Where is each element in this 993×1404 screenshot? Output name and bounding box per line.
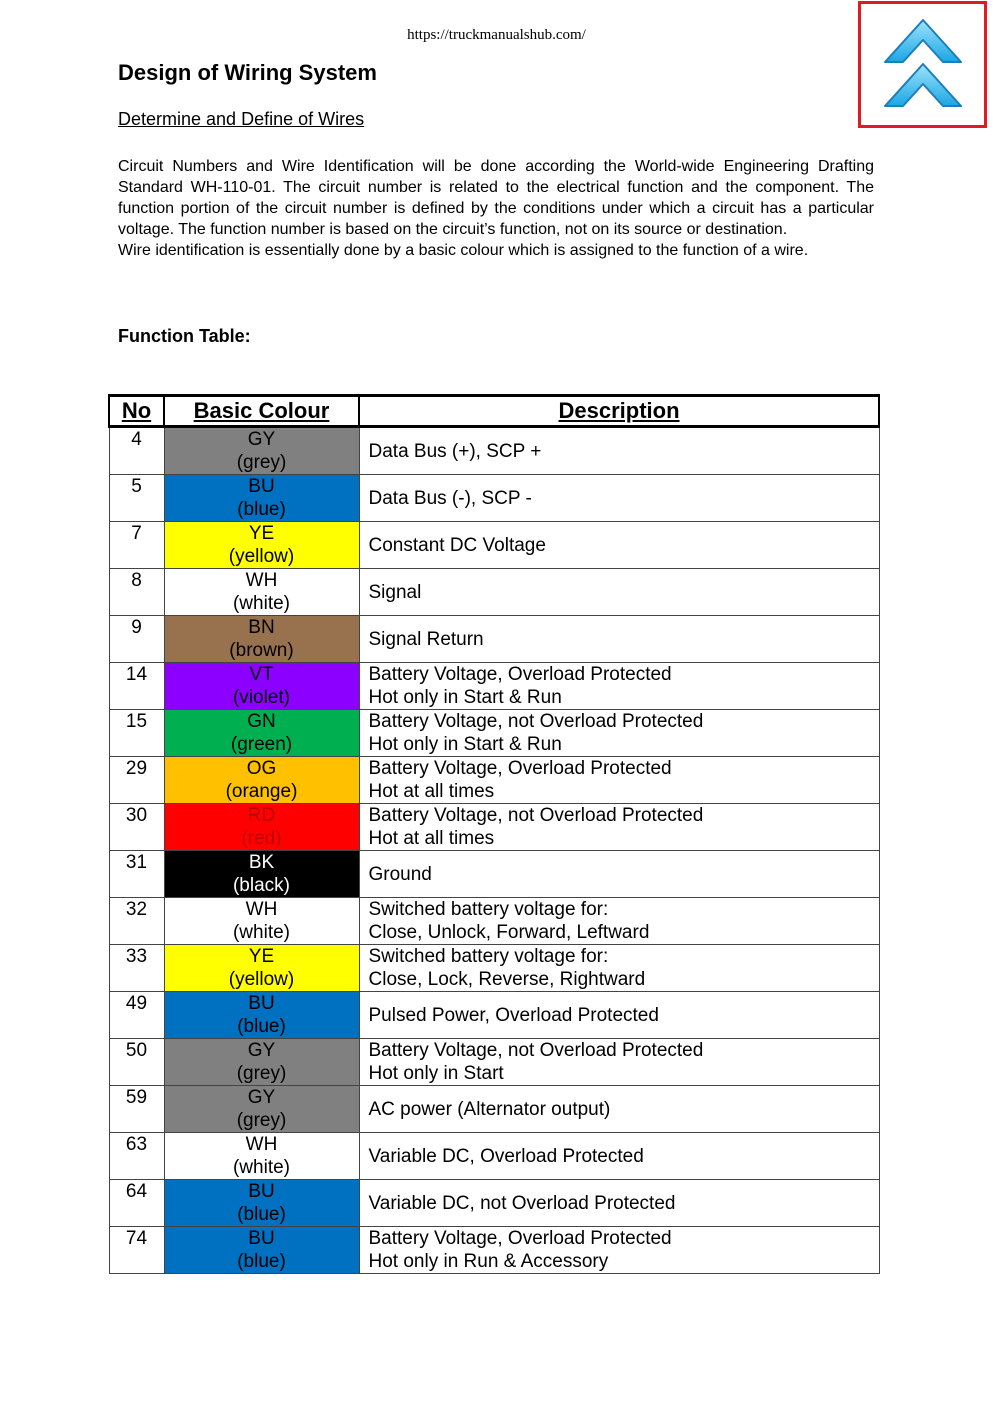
colour-name: (grey) <box>236 1110 287 1131</box>
basic-colour-cell <box>164 1133 359 1180</box>
colour-code: GY <box>247 1087 276 1108</box>
colour-name: (red) <box>241 828 282 849</box>
description-line: Variable DC, Overload Protected <box>368 1145 644 1167</box>
circuit-number: 74 <box>109 1227 164 1274</box>
table-row <box>109 663 879 710</box>
intro-text <box>118 156 874 261</box>
colour-name: (brown) <box>229 640 294 661</box>
colour-name: (white) <box>232 593 290 614</box>
description-line: Pulsed Power, Overload Protected <box>368 1004 659 1026</box>
colour-name: (blue) <box>237 499 286 520</box>
colour-code: YE <box>248 523 275 544</box>
description-line: Hot only in Start & Run <box>368 734 562 755</box>
paragraph: Wire identification is essentially done by a basic colour which is assigned to the function of a wire. <box>118 242 809 259</box>
description-line: Battery Voltage, Overload Protected <box>368 758 672 779</box>
function-table <box>108 394 880 1274</box>
section-subtitle: Determine and Define of Wires <box>118 109 365 129</box>
table-row <box>109 1180 879 1227</box>
colour-code: GY <box>247 1040 276 1061</box>
description-cell <box>359 1227 879 1274</box>
circuit-number: 7 <box>109 522 164 569</box>
circuit-number: 14 <box>109 663 164 710</box>
table-row <box>109 1133 879 1180</box>
circuit-number: 59 <box>109 1086 164 1133</box>
description-line: Switched battery voltage for: <box>368 899 609 920</box>
description-line: Battery Voltage, Overload Protected <box>368 1228 672 1249</box>
colour-code: OG <box>246 758 277 779</box>
colour-code: BU <box>248 993 275 1014</box>
circuit-number: 50 <box>109 1039 164 1086</box>
description-line: Constant DC Voltage <box>368 534 546 556</box>
colour-code: YE <box>248 946 275 967</box>
basic-colour-cell <box>164 475 359 522</box>
description-line: Ground <box>368 863 432 885</box>
description-cell <box>359 616 879 663</box>
description-line: Close, Lock, Reverse, Rightward <box>368 969 646 990</box>
description-cell <box>359 1086 879 1133</box>
basic-colour-cell <box>164 1180 359 1227</box>
table-row <box>109 522 879 569</box>
basic-colour-cell <box>164 804 359 851</box>
table-row <box>109 804 879 851</box>
circuit-number: 64 <box>109 1180 164 1227</box>
description-cell <box>359 898 879 945</box>
colour-name: (white) <box>232 1157 290 1178</box>
description-line: Battery Voltage, not Overload Protected <box>368 1040 704 1061</box>
colour-code: VT <box>249 664 274 685</box>
colour-code: BU <box>248 476 275 497</box>
description-line: Close, Unlock, Forward, Leftward <box>368 922 650 943</box>
description-line: Hot only in Run & Accessory <box>368 1251 609 1272</box>
colour-name: (grey) <box>236 452 287 473</box>
colour-name: (green) <box>230 734 293 755</box>
description-line: Battery Voltage, not Overload Protected <box>368 711 704 732</box>
description-line: AC power (Alternator output) <box>368 1098 611 1120</box>
basic-colour-cell <box>164 1039 359 1086</box>
colour-code: BN <box>248 617 275 638</box>
page-title: Design of Wiring System <box>118 60 377 85</box>
circuit-number: 30 <box>109 804 164 851</box>
description-line: Battery Voltage, not Overload Protected <box>368 805 704 826</box>
circuit-number: 32 <box>109 898 164 945</box>
scroll-to-top-button[interactable] <box>858 1 987 128</box>
description-cell <box>359 1133 879 1180</box>
colour-code: RD <box>247 805 276 826</box>
table-row <box>109 945 879 992</box>
colour-code: BK <box>248 852 275 873</box>
description-cell <box>359 757 879 804</box>
description-cell <box>359 992 879 1039</box>
description-line: Hot only in Start <box>368 1063 504 1084</box>
table-row <box>109 898 879 945</box>
colour-code: WH <box>245 1134 278 1155</box>
table-row <box>109 710 879 757</box>
table-row <box>109 757 879 804</box>
description-cell <box>359 427 879 475</box>
description-cell <box>359 710 879 757</box>
colour-code: GN <box>247 711 276 732</box>
basic-colour-cell <box>164 427 359 475</box>
circuit-number: 31 <box>109 851 164 898</box>
description-cell <box>359 475 879 522</box>
header-no: No <box>109 396 164 427</box>
description-cell <box>359 945 879 992</box>
colour-name: (violet) <box>232 687 290 708</box>
circuit-number: 49 <box>109 992 164 1039</box>
description-line: Hot at all times <box>368 781 495 802</box>
circuit-number: 4 <box>109 427 164 475</box>
basic-colour-cell <box>164 898 359 945</box>
description-line: Battery Voltage, Overload Protected <box>368 664 672 685</box>
description-line: Hot at all times <box>368 828 495 849</box>
basic-colour-cell <box>164 1227 359 1274</box>
description-line: Switched battery voltage for: <box>368 946 609 967</box>
circuit-number: 8 <box>109 569 164 616</box>
colour-code: WH <box>245 899 278 920</box>
circuit-number: 15 <box>109 710 164 757</box>
circuit-number: 63 <box>109 1133 164 1180</box>
colour-name: (blue) <box>237 1251 286 1272</box>
circuit-number: 9 <box>109 616 164 663</box>
basic-colour-cell <box>164 616 359 663</box>
description-cell <box>359 804 879 851</box>
table-row <box>109 427 879 475</box>
colour-name: (black) <box>232 875 290 896</box>
table-row <box>109 616 879 663</box>
description-cell <box>359 522 879 569</box>
table-row <box>109 851 879 898</box>
colour-name: (grey) <box>236 1063 287 1084</box>
colour-name: (yellow) <box>228 546 295 567</box>
basic-colour-cell <box>164 522 359 569</box>
source-url[interactable]: https://truckmanualshub.com/ <box>407 27 586 43</box>
basic-colour-cell <box>164 992 359 1039</box>
colour-code: GY <box>247 429 276 450</box>
colour-name: (yellow) <box>228 969 295 990</box>
description-cell <box>359 569 879 616</box>
function-table-heading: Function Table: <box>118 326 251 346</box>
basic-colour-cell <box>164 569 359 616</box>
description-cell <box>359 1039 879 1086</box>
table-header-row <box>109 396 879 427</box>
colour-name: (orange) <box>225 781 298 802</box>
basic-colour-cell <box>164 710 359 757</box>
description-line: Hot only in Start & Run <box>368 687 562 708</box>
header-basic-colour: Basic Colour <box>164 396 359 427</box>
description-line: Data Bus (-), SCP - <box>368 487 532 509</box>
table-row <box>109 475 879 522</box>
colour-name: (blue) <box>237 1204 286 1225</box>
circuit-number: 5 <box>109 475 164 522</box>
table-row <box>109 1039 879 1086</box>
colour-name: (blue) <box>237 1016 286 1037</box>
table-row <box>109 1086 879 1133</box>
colour-code: BU <box>248 1228 275 1249</box>
basic-colour-cell <box>164 663 359 710</box>
description-line: Variable DC, not Overload Protected <box>368 1192 676 1214</box>
table-row <box>109 992 879 1039</box>
table-row <box>109 569 879 616</box>
description-line: Signal Return <box>368 628 484 650</box>
basic-colour-cell <box>164 757 359 804</box>
description-cell <box>359 663 879 710</box>
circuit-number: 33 <box>109 945 164 992</box>
paragraph: Circuit Numbers and Wire Identification will be done according the World-wide Engineering Drafting Standard WH-110-01. The circuit number is related to the electrical function and the component. The function portion of the circuit number is defined by the conditions under which a circuit has a particular voltage. The function number is based on the circuit’s function, not on its source or destination. <box>118 158 874 238</box>
basic-colour-cell <box>164 1086 359 1133</box>
basic-colour-cell <box>164 851 359 898</box>
description-line: Data Bus (+), SCP + <box>368 440 542 462</box>
colour-code: WH <box>245 570 278 591</box>
colour-code: BU <box>248 1181 275 1202</box>
description-line: Signal <box>368 581 422 603</box>
description-cell <box>359 1180 879 1227</box>
description-cell <box>359 851 879 898</box>
double-up-arrow-icon <box>883 16 963 116</box>
circuit-number: 29 <box>109 757 164 804</box>
basic-colour-cell <box>164 945 359 992</box>
header-description: Description <box>359 396 879 427</box>
table-row <box>109 1227 879 1274</box>
colour-name: (white) <box>232 922 290 943</box>
